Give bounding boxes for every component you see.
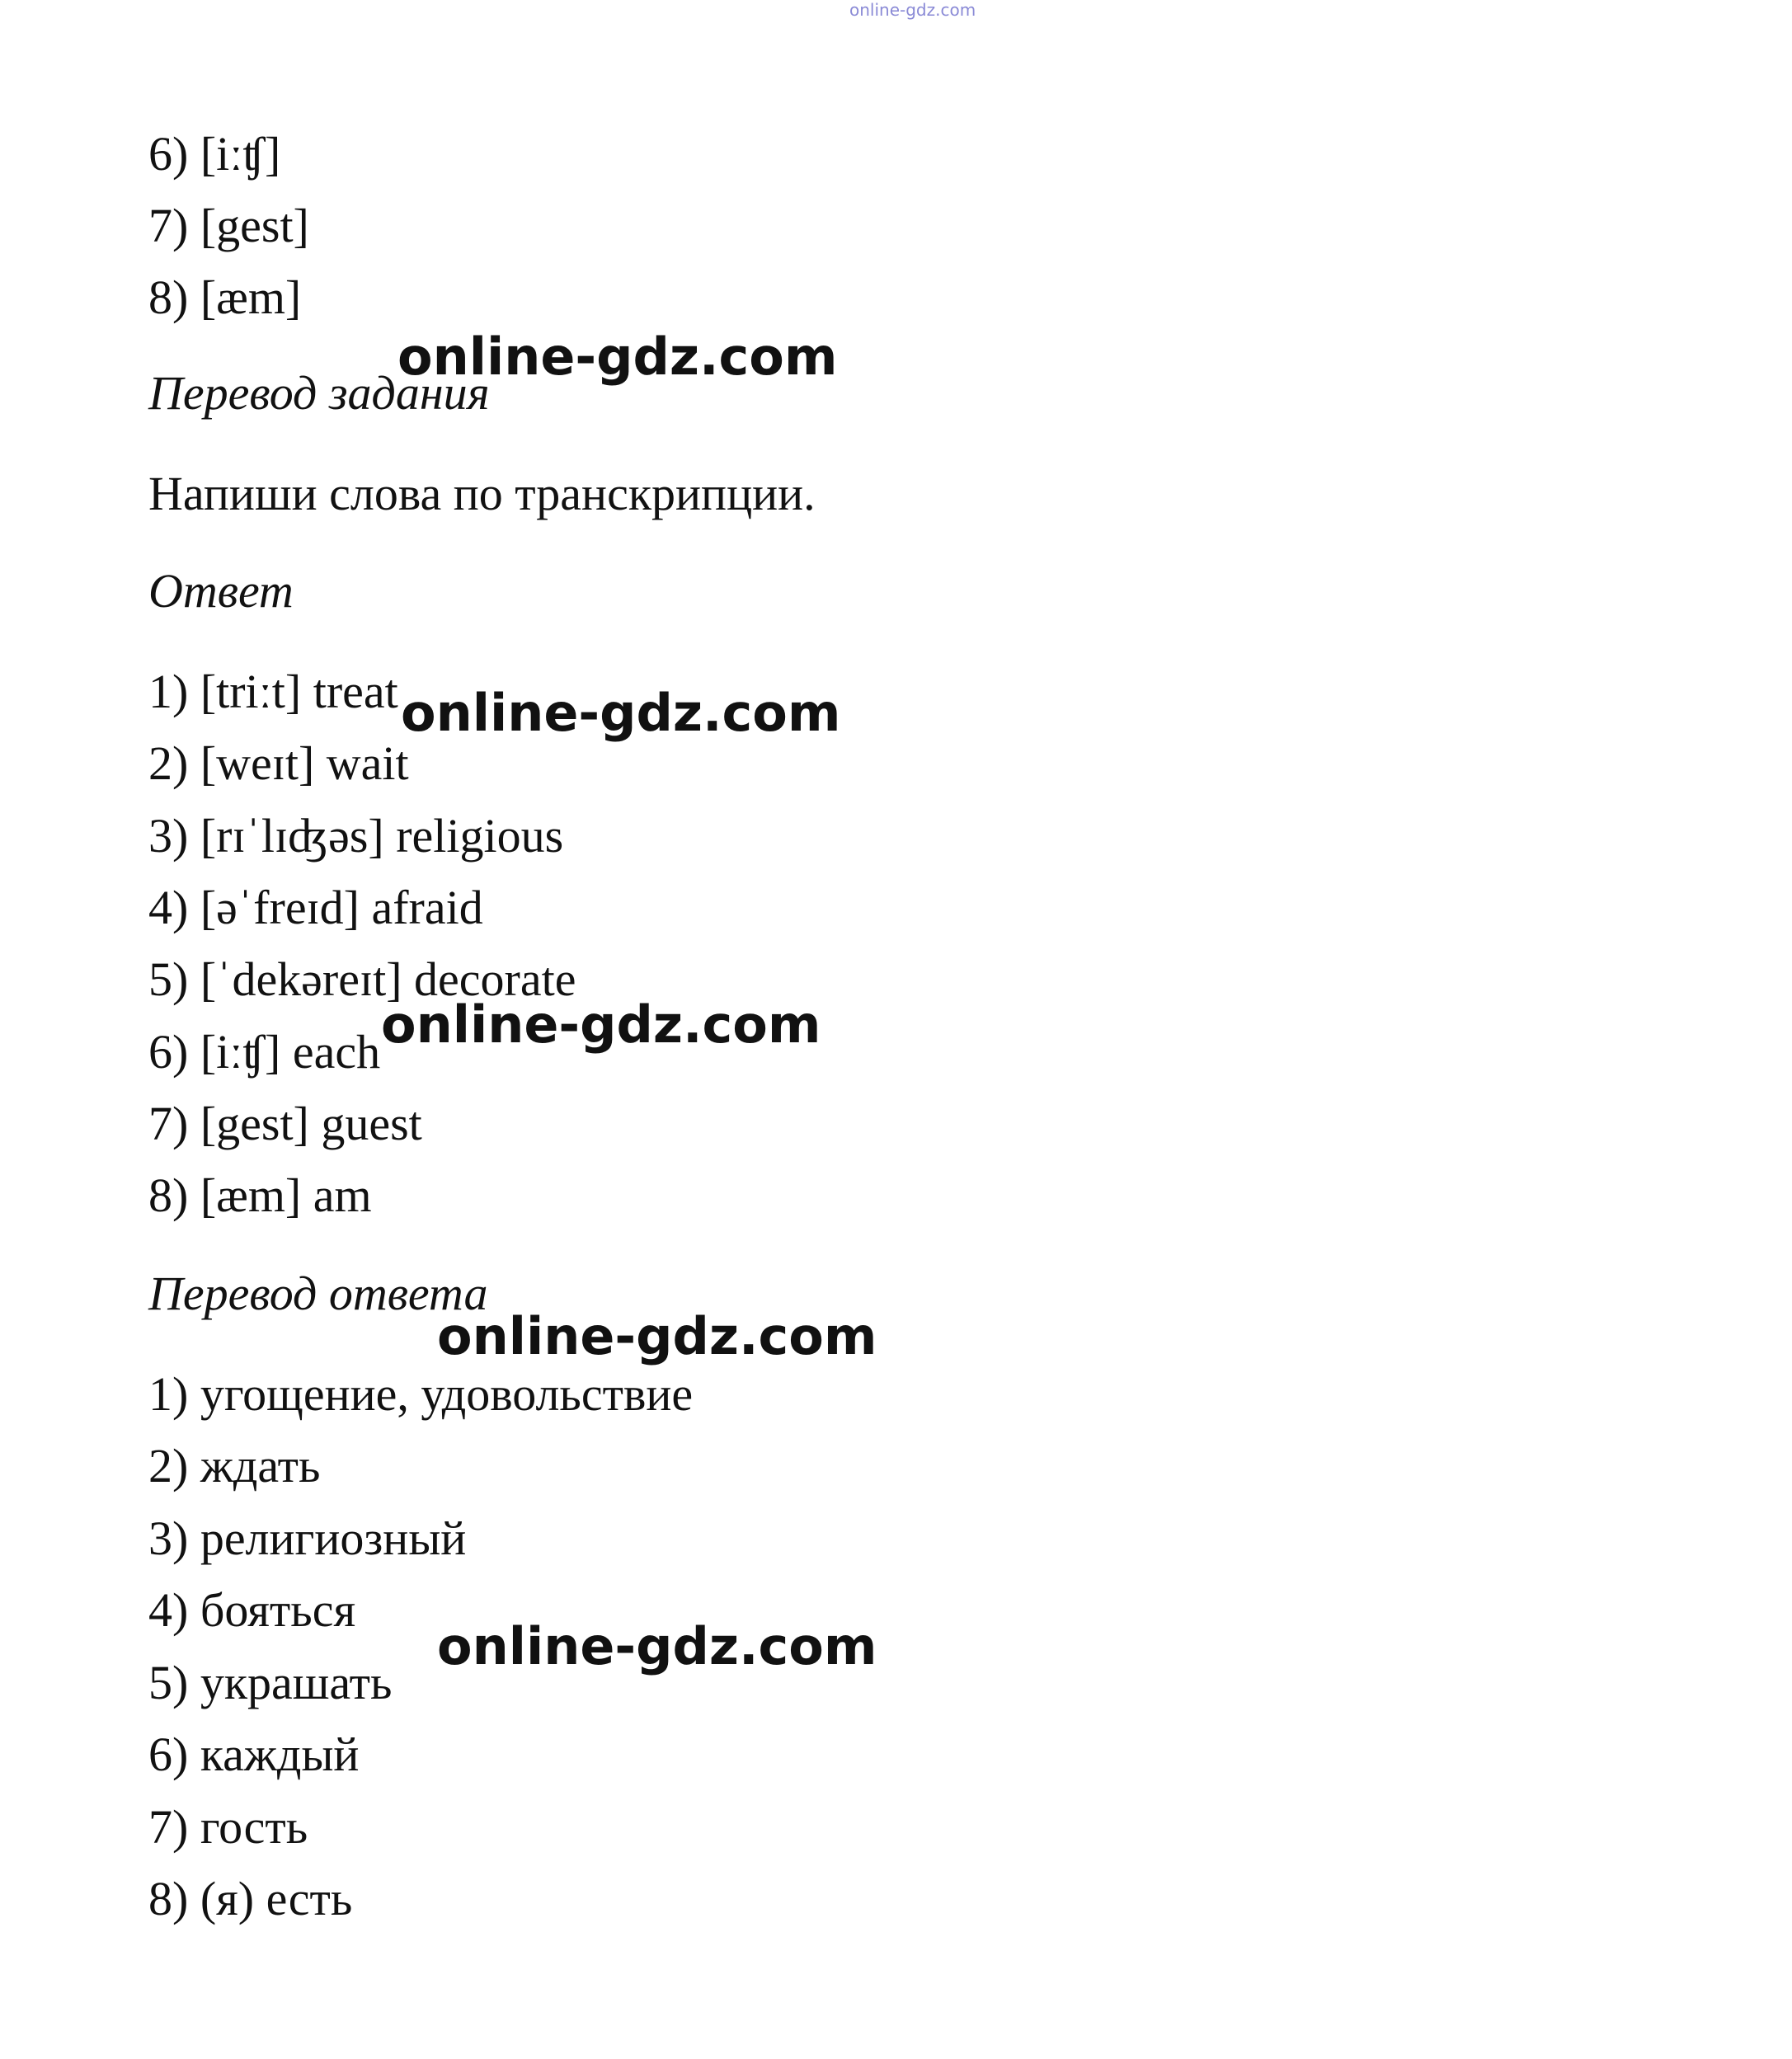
top-watermark: online-gdz.com: [849, 0, 976, 20]
translation-item: 3) религиозный: [148, 1511, 467, 1565]
watermark: online-gdz.com: [381, 994, 821, 1055]
answer-item: 5) [ˈdekəreɪt] decorate: [148, 952, 576, 1006]
translation-item: 5) украшать: [148, 1656, 393, 1709]
answer-item: 7) [gest] guest: [148, 1097, 422, 1150]
watermark: online-gdz.com: [397, 327, 838, 387]
answer-heading: Ответ: [148, 564, 294, 618]
answer-translation-heading: Перевод ответа: [148, 1267, 488, 1320]
translation-item: 1) угощение, удовольствие: [148, 1367, 694, 1421]
answer-item: 1) [triːt] treat: [148, 665, 398, 718]
answer-item: 2) [weɪt] wait: [148, 736, 409, 790]
translation-item: 6) каждый: [148, 1728, 360, 1781]
task-item: 8) [æm]: [148, 270, 302, 324]
translation-item: 7) гость: [148, 1800, 308, 1854]
watermark: online-gdz.com: [401, 683, 841, 743]
answer-item: 8) [æm] am: [148, 1168, 372, 1222]
task-translation-text: Напиши слова по транскрипции.: [148, 467, 816, 520]
translation-item: 4) бояться: [148, 1583, 356, 1637]
task-translation-heading: Перевод задания: [148, 366, 490, 420]
translation-item: 2) ждать: [148, 1439, 321, 1493]
watermark: online-gdz.com: [437, 1616, 877, 1676]
answer-item: 3) [rɪˈlɪʤəs] religious: [148, 809, 564, 863]
task-item: 7) [gest]: [148, 199, 309, 252]
answer-item: 4) [əˈfreɪd] afraid: [148, 881, 483, 934]
watermark: online-gdz.com: [437, 1306, 877, 1366]
translation-item: 8) (я) есть: [148, 1872, 353, 1925]
answer-item: 6) [iːʧ] each: [148, 1025, 381, 1079]
task-item: 6) [iːʧ]: [148, 127, 281, 181]
